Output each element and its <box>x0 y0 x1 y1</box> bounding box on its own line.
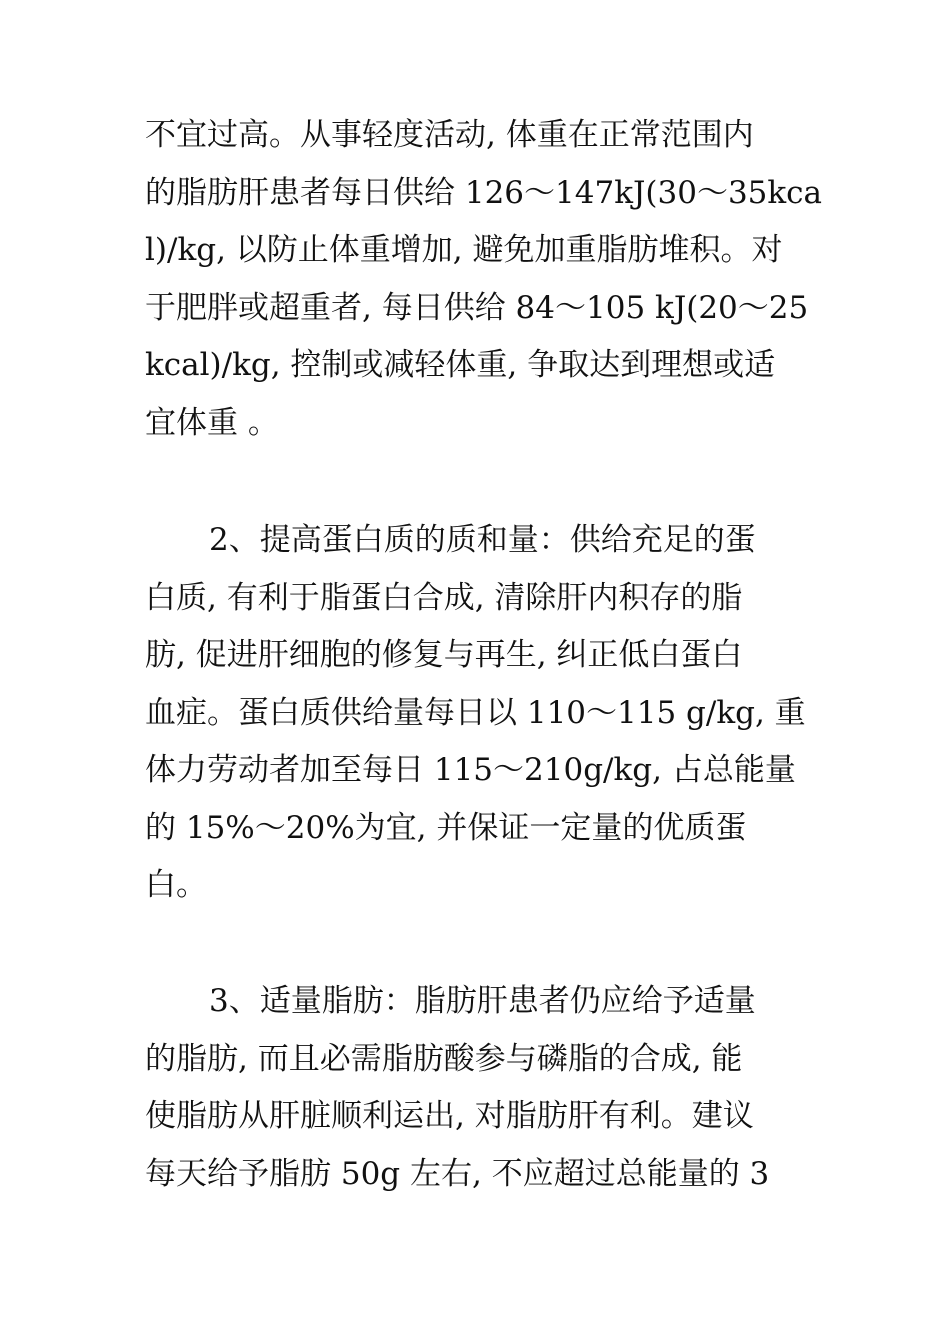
text-line: 体力劳动者加至每日 115～210g/kg, 占总能量 <box>145 752 796 788</box>
text-line: 的 15%～20%为宜, 并保证一定量的优质蛋 <box>145 809 747 846</box>
text-line: 不宜过高。从事轻度活动, 体重在正常范围内 <box>145 117 754 153</box>
text-line: 的脂肪肝患者每日供给 126～147kJ(30～35kca <box>145 174 823 211</box>
text-line: l)/kg, 以防止体重增加, 避免加重脂肪堆积。对 <box>145 232 783 268</box>
text-line: 白质, 有利于脂蛋白合成, 清除肝内积存的脂 <box>145 579 743 616</box>
paragraph-fat <box>145 973 825 1203</box>
text-line: 宜体重 。 <box>145 404 279 441</box>
text-line: 血症。蛋白质供给量每日以 110～115 g/kg, 重 <box>145 694 806 731</box>
text-line: kcal)/kg, 控制或减轻体重, 争取达到理想或适 <box>145 347 776 383</box>
paragraph-heading-line: 3、适量脂肪：脂肪肝患者仍应给予适量 <box>209 983 756 1019</box>
text-line: 肪, 促进肝细胞的修复与再生, 纠正低白蛋白 <box>145 637 743 673</box>
text-line: 白。 <box>145 867 207 903</box>
text-line: 使脂肪从肝脏顺利运出, 对脂肪肝有利。建议 <box>145 1098 754 1134</box>
text-line: 每天给予脂肪 50g 左右, 不应超过总能量的 3 <box>145 1155 770 1192</box>
paragraph-protein <box>145 512 825 915</box>
text-line: 于肥胖或超重者, 每日供给 84～105 kJ(20～25 <box>145 289 809 326</box>
text-line: 的脂肪, 而且必需脂肪酸参与磷脂的合成, 能 <box>145 1040 743 1077</box>
paragraph-heading-line: 2、提高蛋白质的质和量：供给充足的蛋 <box>209 522 756 558</box>
paragraph-energy <box>145 107 825 452</box>
